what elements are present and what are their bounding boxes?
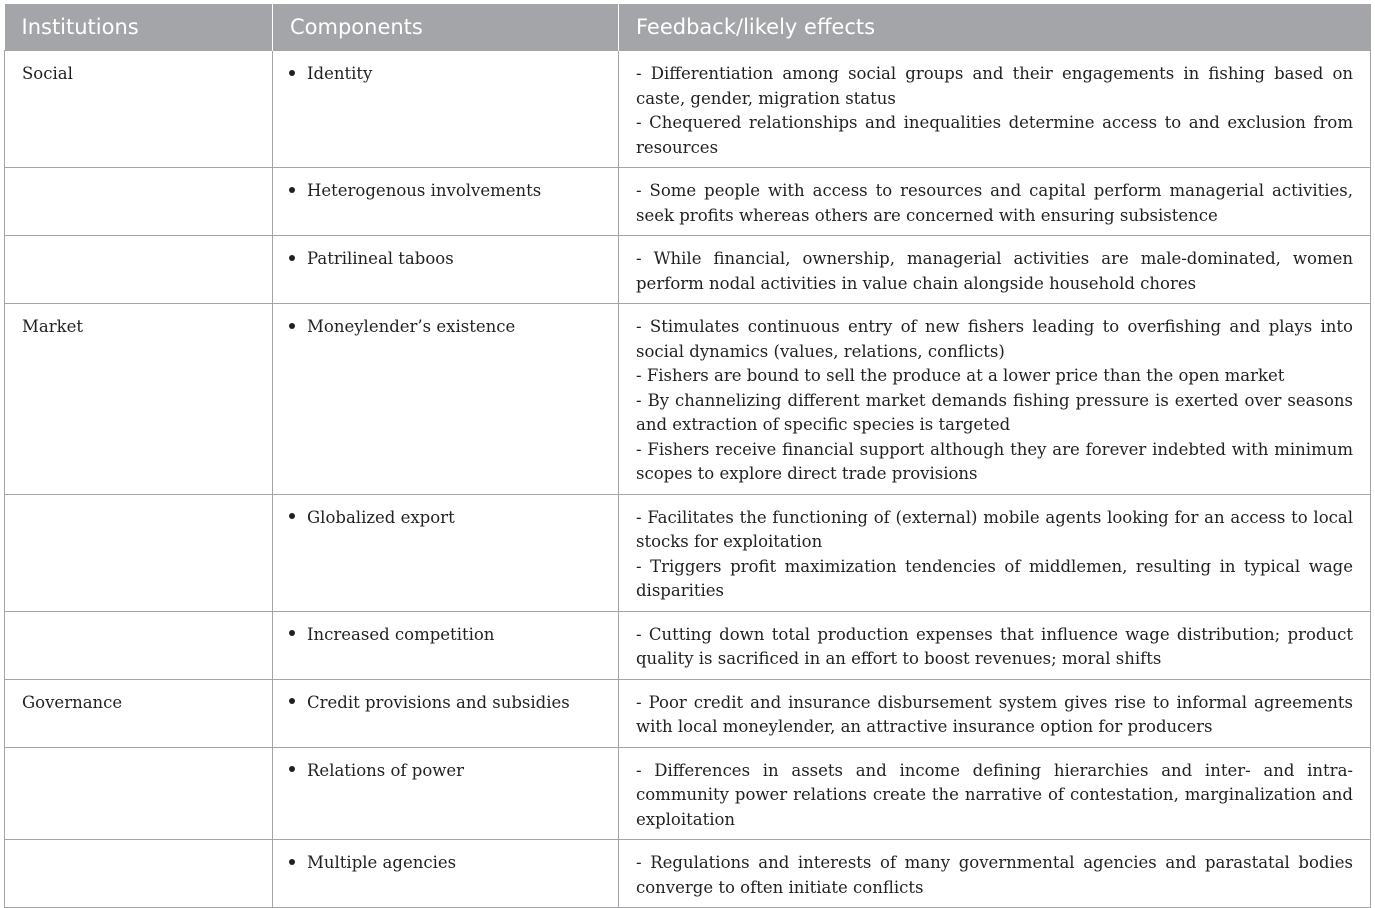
effect-line: - Cutting down total production expenses that influence wage distribution; product quality is sacrificed in an effort to boost revenues; moral shifts	[636, 624, 1353, 668]
institution-cell	[5, 840, 273, 908]
bullet-icon	[289, 323, 295, 329]
institution-cell	[5, 236, 273, 304]
effects-cell	[619, 304, 1371, 495]
bullet-icon	[289, 766, 295, 772]
header-row	[5, 4, 1371, 51]
effects-cell	[619, 679, 1371, 747]
effect-line: - Differentiation among social groups and their engagements in fishing based on caste, gender, migration status	[636, 64, 1353, 108]
effect-line: - Some people with access to resources and capital perform managerial activities, seek profits whereas others are concerned with ensuring subsistence	[636, 181, 1353, 225]
component-cell	[273, 236, 619, 304]
effects-cell	[619, 236, 1371, 304]
bullet-icon	[289, 70, 295, 76]
component-cell	[273, 747, 619, 840]
institutions-table	[4, 4, 1371, 908]
institution-cell	[5, 747, 273, 840]
component-label: Globalized export	[307, 507, 455, 527]
bullet-icon	[289, 513, 295, 519]
component-cell	[273, 168, 619, 236]
effect-line: - Regulations and interests of many governmental agencies and parastatal bodies converge to often initiate conflicts	[636, 853, 1353, 897]
header-effects: Feedback/likely effects	[619, 4, 1371, 51]
component-cell	[273, 840, 619, 908]
institution-cell: Social	[5, 51, 273, 168]
component-cell	[273, 611, 619, 679]
institution-cell	[5, 494, 273, 611]
component-label: Multiple agencies	[307, 853, 457, 872]
table-row	[5, 236, 1371, 304]
table-row	[5, 679, 1371, 747]
effects-cell	[619, 840, 1371, 908]
bullet-icon	[289, 698, 295, 704]
table-row	[5, 51, 1371, 168]
component-label: Identity	[307, 64, 373, 83]
component-cell	[273, 679, 619, 747]
component-label: Patrilineal taboos	[307, 249, 454, 268]
institution-cell	[5, 168, 273, 236]
effect-line: - Chequered relationships and inequalities determine access to and exclusion from resources	[636, 113, 1353, 157]
effect-line: - Stimulates continuous entry of new fishers leading to overfishing and plays into social dynamics (values, relations, conflicts)	[636, 317, 1353, 361]
effect-line: - By channelizing different market demands fishing pressure is exerted over seasons and extraction of specific species is targeted	[636, 390, 1353, 434]
bullet-icon	[289, 255, 295, 261]
component-label: Heterogenous involvements	[307, 181, 542, 200]
table-row	[5, 494, 1371, 611]
effect-line: - Fishers are bound to sell the produce at a lower price than the open market	[636, 366, 1285, 385]
component-cell	[273, 51, 619, 168]
component-cell	[273, 304, 619, 495]
effect-line: - Differences in assets and income defining hierarchies and inter- and intra-community power relations create the narrative of contestation, marginalization and exploitation	[636, 760, 1353, 829]
effect-line: - Triggers profit maximization tendencies of middlemen, resulting in typical wage disparities	[636, 556, 1353, 600]
bullet-icon	[289, 859, 295, 865]
component-label: Moneylender’s existence	[307, 317, 516, 336]
component-label: Credit provisions and subsidies	[307, 692, 570, 712]
effect-line: - Facilitates the functioning of (external) mobile agents looking for an access to local stocks for exploitation	[636, 507, 1353, 551]
header-components: Components	[273, 4, 619, 51]
effect-line: - While financial, ownership, managerial activities are male-dominated, women perform nodal activities in value chain alongside household chores	[636, 249, 1353, 293]
effects-cell	[619, 168, 1371, 236]
component-label: Relations of power	[307, 760, 465, 780]
effect-line: - Fishers receive financial support although they are forever indebted with minimum scopes to explore direct trade provisions	[636, 439, 1353, 483]
table-row	[5, 840, 1371, 908]
bullet-icon	[289, 187, 295, 193]
institution-cell: Market	[5, 304, 273, 495]
bullet-icon	[289, 630, 295, 636]
effects-cell	[619, 611, 1371, 679]
table-row	[5, 168, 1371, 236]
institution-cell	[5, 611, 273, 679]
table-row	[5, 747, 1371, 840]
component-cell	[273, 494, 619, 611]
institution-cell: Governance	[5, 679, 273, 747]
component-label: Increased competition	[307, 624, 495, 644]
table-row	[5, 304, 1371, 495]
effects-cell	[619, 51, 1371, 168]
table-row	[5, 611, 1371, 679]
effects-cell	[619, 747, 1371, 840]
header-institutions: Institutions	[5, 4, 273, 51]
effect-line: - Poor credit and insurance disbursement system gives rise to informal agreements with local moneylender, an attractive insurance option for producers	[636, 692, 1353, 736]
effects-cell	[619, 494, 1371, 611]
